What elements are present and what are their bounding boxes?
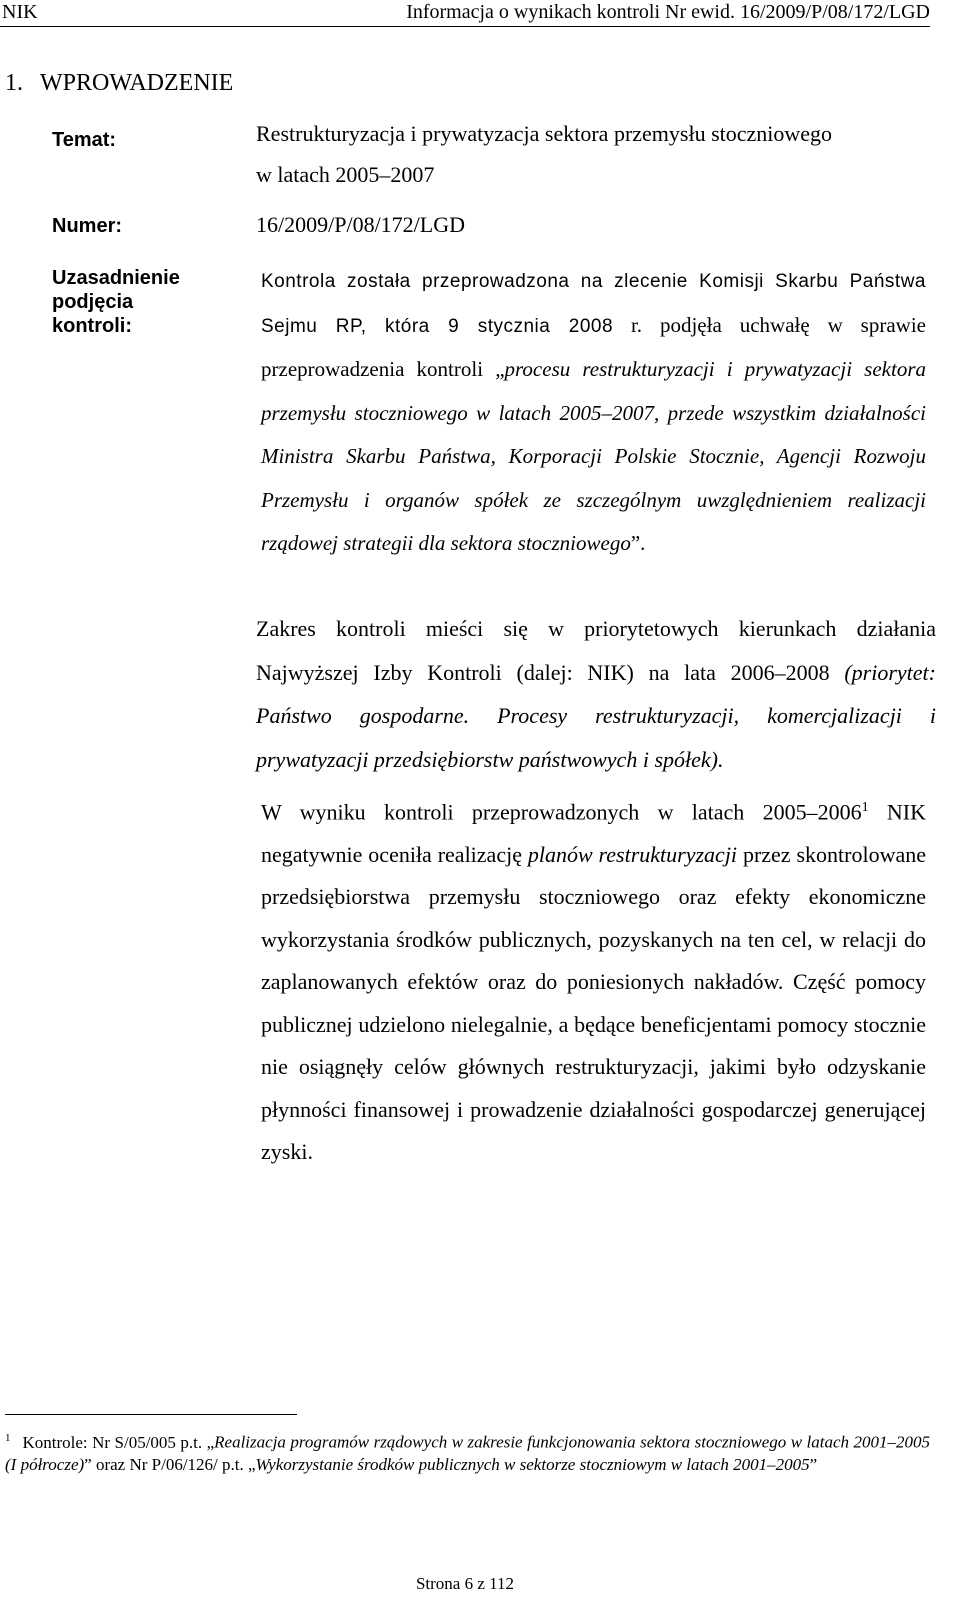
label-topic: Temat:	[52, 129, 117, 151]
footnote-italic-1: Realizacja programów rządowych w zakresie funkcjonowania sektora stoczniowego w latach 2001–2005 (I półrocze)	[5, 1432, 931, 1474]
topic-text	[256, 113, 936, 195]
footnote-mark: 1	[5, 1432, 11, 1444]
header-rule	[0, 26, 930, 27]
topic-line: Restrukturyzacja i prywatyzacja sektora przemysłu stoczniowego	[256, 121, 833, 146]
label-justification	[52, 266, 180, 338]
paragraph-scope	[256, 607, 936, 781]
label-justification-line: podjęcia	[52, 291, 134, 313]
number-value: 16/2009/P/08/172/LGD	[256, 212, 466, 237]
header-left: NIK	[2, 1, 38, 23]
section-heading	[5, 70, 233, 97]
footnote-label: Kontrole: Nr S/05/005 p.t. „	[22, 1432, 215, 1452]
para3-part2: NIK negatywnie oceniła realizację	[261, 799, 926, 867]
para2-regular: Zakres kontroli mieści się w priorytetowych kierunkach działania Najwyższej Izby Kontroli (dalej: NIK) na lata 2006–2008	[256, 616, 936, 685]
section-number: 1.	[5, 70, 23, 96]
footnote-end: ”	[809, 1454, 818, 1474]
para1-end: ”.	[630, 531, 646, 555]
para1-italic: procesu restrukturyzacji i prywatyzacji sektora przemysłu stoczniowego w latach 2005–2007, przede wszystkim działalności Ministra Skarbu Państwa, Korporacji Polskie Stocznie, Agencji Rozwoju Przemysłu i organów spółek ze szczególnym uwzględnieniem realizacji rządowej strategii dla sektora stoczniowego	[261, 357, 926, 555]
para3-part3: przez skontrolowane przedsiębiorstwa przemysłu stoczniowego oraz efekty ekonomiczne wykorzystania środków publicznych, pozyskanych na ten cel, w relacji do zaplanowanych efektów oraz do poniesionych nakładów. Część pomocy publicznej udzielono nielegalnie, a będące beneficjentami pomocy stocznie nie osiągnęły celów głównych restrukturyzacji, jakimi było odzyskanie płynności finansowej i prowadzenie działalności gospodarczej generującej zyski.	[261, 841, 926, 1165]
paragraph-findings	[261, 787, 926, 1174]
paragraph-justification	[261, 259, 926, 566]
section-title: WPROWADZENIE	[40, 70, 234, 96]
page-number: Strona 6 z 112	[415, 1574, 515, 1593]
para2-italic: (priorytet: Państwo gospodarne. Procesy restrukturyzacji, komercjalizacji i prywatyzacji przedsiębiorstw państwowych i spółek).	[256, 659, 936, 772]
para3-part1: W wyniku kontroli przeprowadzonych w latach 2005–2006	[261, 799, 862, 825]
para1-regular: r. podjęła uchwałę w sprawie przeprowadzenia kontroli „	[261, 312, 926, 381]
label-number: Numer:	[52, 215, 123, 237]
header-right: Informacja o wynikach kontroli Nr ewid. 16/2009/P/08/172/LGD	[406, 1, 930, 23]
footnote-italic-2: Wykorzystanie środków publicznych w sektorze stoczniowym w latach 2001–2005	[255, 1454, 810, 1474]
label-justification-line: Uzasadnienie	[52, 267, 180, 289]
para1-sans: Kontrola została przeprowadzona na zlecenie Komisji Skarbu Państwa Sejmu RP, która 9 stycznia 2008	[261, 271, 926, 337]
footnote	[5, 1427, 930, 1476]
para3-italic: planów restrukturyzacji	[527, 841, 738, 867]
page-header	[0, 0, 960, 26]
label-justification-line: kontroli:	[52, 315, 132, 337]
footnote-mid: ” oraz Nr P/06/126/ p.t. „	[84, 1454, 256, 1474]
footnote-reference[interactable]: 1	[861, 800, 869, 815]
footnote-rule	[5, 1414, 297, 1415]
topic-line: w latach 2005–2007	[256, 162, 435, 187]
